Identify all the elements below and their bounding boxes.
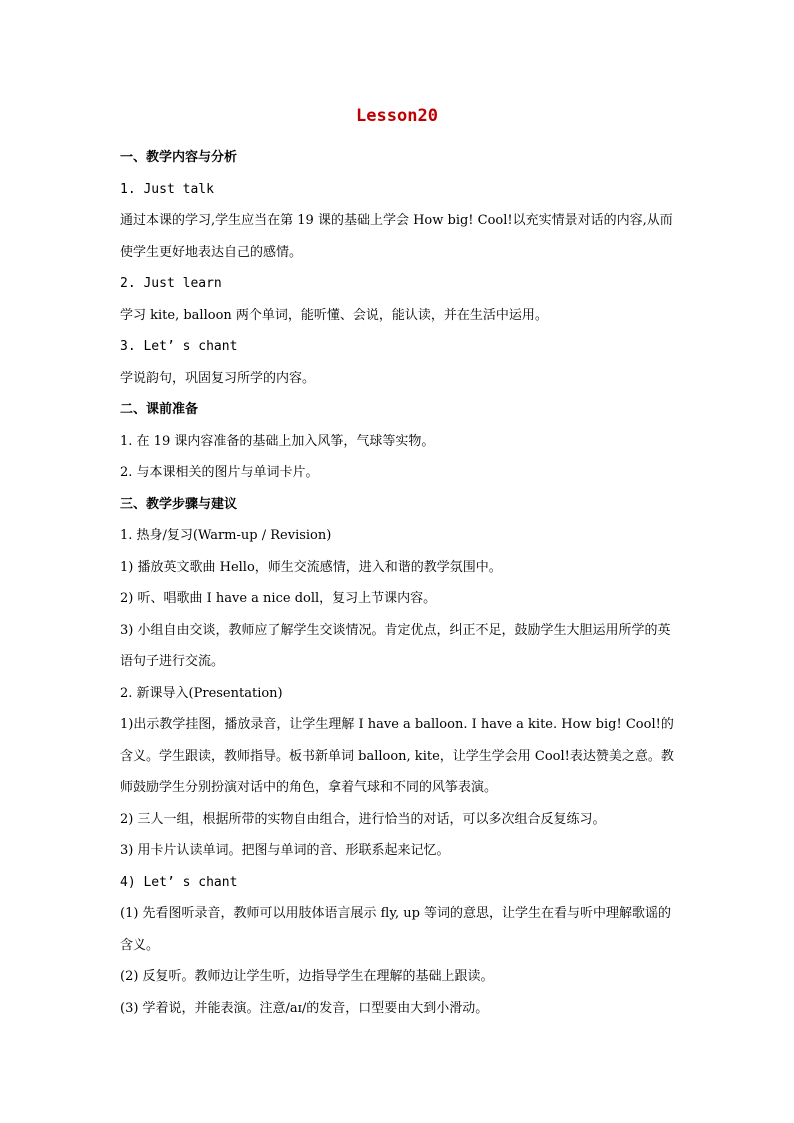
chant-step-1: (1) 先看图听录音，教师可以用肢体语言展示 fly, up 等词的意思，让学生在看与听中理解歌谣的含义。 [120, 906, 672, 953]
section-heading-preparation: 二、课前准备 [120, 402, 199, 417]
document-body [120, 142, 678, 1024]
item-just-talk-label: 1. Just talk [120, 181, 214, 197]
page-title: Lesson20 [356, 106, 438, 126]
item-lets-chant-text: 学说韵句，巩固复习所学的内容。 [120, 370, 316, 386]
step-warmup-1: 1) 播放英文歌曲 Hello，师生交流感情，进入和谐的教学氛围中。 [120, 559, 502, 575]
step-presentation-label: 2. 新课导入(Presentation) [120, 685, 283, 701]
prep-item-1: 1. 在 19 课内容准备的基础上加入风筝，气球等实物。 [120, 433, 435, 449]
chant-step-3: (3) 学着说，并能表演。注意/aɪ/的发音，口型要由大到小滑动。 [120, 1000, 489, 1016]
chant-step-2: (2) 反复听。教师边让学生听，边指导学生在理解的基础上跟读。 [120, 969, 494, 984]
step-presentation-3: 3) 用卡片认读单词。把图与单词的音、形联系起来记忆。 [120, 843, 450, 858]
item-just-learn-text: 学习 kite, balloon 两个单词，能听懂、会说，能认读，并在生活中运用。 [120, 307, 548, 323]
item-just-talk-text: 通过本课的学习,学生应当在第 19 课的基础上学会 How big! Cool!以充实情景对话的内容,从而使学生更好地表达自己的感情。 [120, 213, 673, 260]
step-warmup-3: 3) 小组自由交谈，教师应了解学生交谈情况。肯定优点，纠正不足，鼓励学生大胆运用所学的英语句子进行交流。 [120, 622, 671, 669]
step-warmup-2: 2) 听、唱歌曲 I have a nice doll，复习上节课内容。 [120, 591, 437, 606]
section-heading-content-analysis: 一、教学内容与分析 [120, 150, 238, 165]
item-just-learn-label: 2. Just learn [120, 276, 222, 291]
step-presentation-1: 1)出示教学挂图，播放录音，让学生理解 I have a balloon. I have a kite. How big! Cool!的含义。学生跟读，教师指导。板书新单词 balloon, kite，让学生学会用 Cool!表达赞美之意。教师鼓励学生分别扮演对话中的角色，拿着气球和不同的风筝表演。 [120, 717, 674, 795]
item-lets-chant-label: 3. Let’ s chant [120, 339, 238, 354]
prep-item-2: 2. 与本课相关的图片与单词卡片。 [120, 465, 319, 480]
section-heading-teaching-steps: 三、教学步骤与建议 [120, 496, 238, 512]
step-presentation-4: 4) Let’ s chant [120, 874, 238, 890]
step-presentation-2: 2) 三人一组，根据所带的实物自由组合，进行恰当的对话，可以多次组合反复练习。 [120, 811, 606, 827]
step-warmup-label: 1. 热身/复习(Warm-up / Revision) [120, 528, 332, 543]
